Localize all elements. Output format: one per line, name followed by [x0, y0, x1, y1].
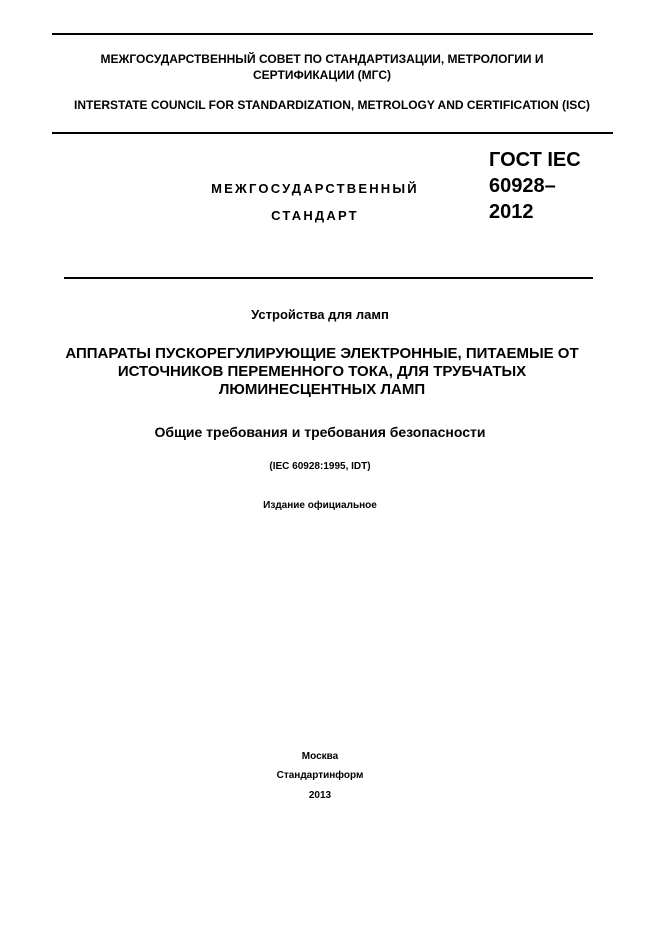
imprint-publisher: Стандартинформ — [276, 770, 364, 781]
imprint-city: Москва — [301, 751, 339, 762]
standard-type-line1: МЕЖГОСУДАРСТВЕННЫЙ — [211, 181, 419, 196]
group-title: Устройства для ламп — [251, 307, 389, 322]
council-name-en: INTERSTATE COUNCIL FOR STANDARDIZATION, METROLOGY AND CERTIFICATION (ISC) — [74, 98, 590, 112]
iec-reference: (IEC 60928:1995, IDT) — [269, 461, 371, 472]
subtitle: Общие требования и требования безопасности — [154, 424, 486, 440]
standard-type-line2: СТАНДАРТ — [271, 208, 359, 223]
top-rule — [52, 33, 593, 35]
council-name-ru: МЕЖГОСУДАРСТВЕННЫЙ СОВЕТ ПО СТАНДАРТИЗАЦИИ, МЕТРОЛОГИИ И СЕРТИФИКАЦИИ (МГС) — [100, 52, 544, 82]
main-title: АППАРАТЫ ПУСКОРЕГУЛИРУЮЩИЕ ЭЛЕКТРОННЫЕ, ПИТАЕМЫЕ ОТ ИСТОЧНИКОВ ПЕРЕМЕННОГО ТОКА, ДЛЯ ТРУБЧАТЫХ ЛЮМИНЕСЦЕНТНЫХ ЛАМП — [65, 345, 579, 398]
edition-label: Издание официальное — [263, 500, 377, 511]
standard-designation: ГОСТ IEC 60928–2012 — [489, 149, 581, 223]
imprint-year: 2013 — [308, 790, 332, 801]
title-rule — [64, 277, 593, 279]
header-rule — [52, 132, 613, 134]
